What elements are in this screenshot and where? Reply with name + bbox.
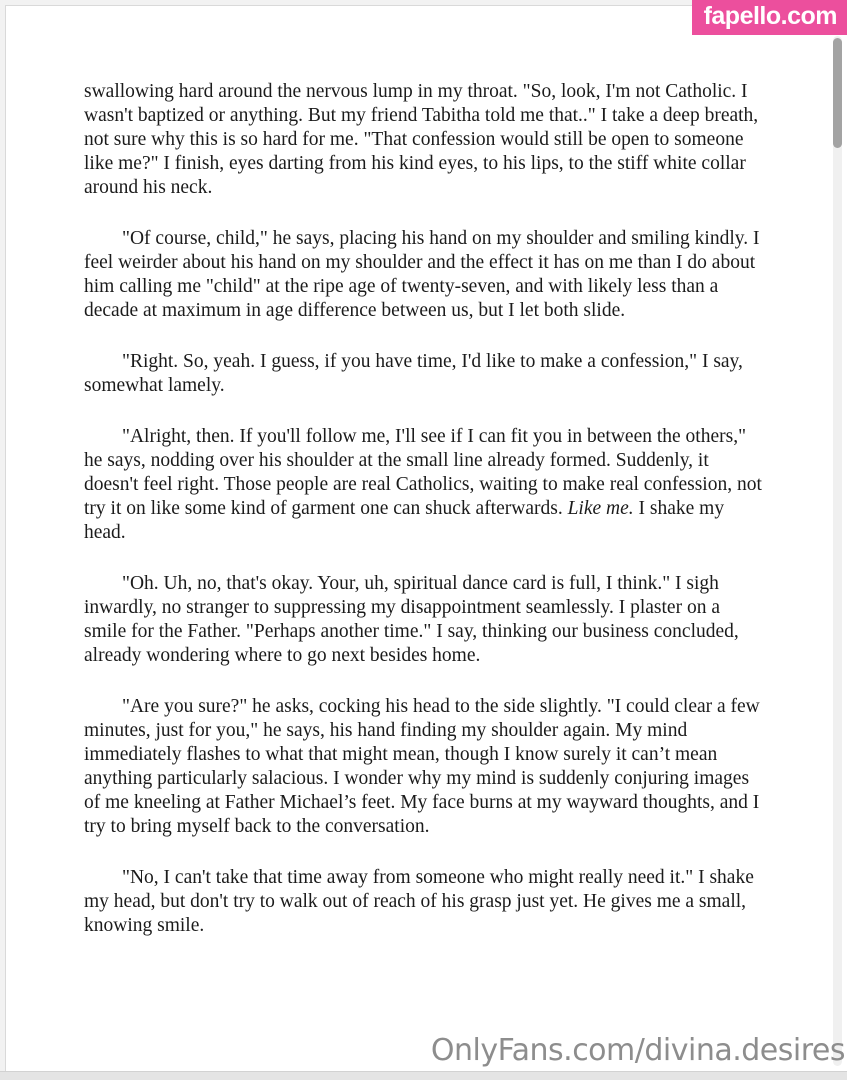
italic-text-run: Like me. — [567, 498, 634, 519]
text-run: "Of course, child," he says, placing his hand on my shoulder and smiling kindly. I feel weirder about his hand on my shoulder and the effect it has on me than I do about him calling me "child" at the ripe age of twenty-seven, and with likely less than a decade at maximum in age difference between us, but I let both slide. — [84, 228, 760, 321]
text-run: "Are you sure?" he asks, cocking his head to the side slightly. "I could clear a few minutes, just for you," he says, his hand finding my shoulder again. My mind immediately flashes to what that might mean, though I know surely it can’t mean anything particularly salacious. I wonder why my mind is suddenly conjuring images of me kneeling at Father Michael’s feet. My face burns at my wayward thoughts, and I try to bring myself back to the conversation. — [84, 696, 760, 837]
text-run: "Oh. Uh, no, that's okay. Your, uh, spiritual dance card is full, I think." I sigh inwardly, no stranger to suppressing my disappointment seamlessly. I plaster on a smile for the Father. "Perhaps another time." I say, thinking our business concluded, already wondering where to go next besides home. — [84, 573, 739, 666]
fapello-watermark-banner — [692, 0, 847, 35]
paragraph — [84, 425, 765, 545]
fapello-banner-label: fapello.com — [703, 2, 837, 30]
text-run: "Alright, then. If you'll follow me, I'll see if I can fit you in between the others," he says, nodding over his shoulder at the small line already formed. Suddenly, it doesn't feel right. Those people are real Catholics, waiting to make real confession, not try it on like some kind of garment one can shuck afterwards. — [84, 426, 762, 519]
paragraph — [84, 80, 765, 200]
onlyfans-watermark — [431, 1033, 845, 1068]
scrollbar-track[interactable] — [833, 36, 842, 1066]
paragraph — [84, 572, 765, 668]
scrollbar-thumb[interactable] — [833, 38, 842, 148]
paragraph — [84, 227, 765, 323]
story-text — [84, 80, 765, 965]
paragraph — [84, 695, 765, 839]
page-bottom-edge — [0, 1071, 847, 1080]
text-run: "Right. So, yeah. I guess, if you have time, I'd like to make a confession," I say, somewhat lamely. — [84, 351, 743, 396]
text-run: I shake my head. — [84, 498, 725, 543]
onlyfans-watermark-label: OnlyFans.com/divina.desires — [430, 1033, 845, 1068]
text-run: "No, I can't take that time away from someone who might really need it." I shake my head, but don't try to walk out of reach of his grasp just yet. He gives me a small, knowing smile. — [84, 867, 754, 936]
paragraph — [84, 866, 765, 938]
text-run: swallowing hard around the nervous lump in my throat. "So, look, I'm not Catholic. I wasn't baptized or anything. But my friend Tabitha told me that.." I take a deep breath, not sure why this is so hard for me. "That confession would still be open to someone like me?" I finish, eyes darting from his kind eyes, to his lips, to the stiff white collar around his neck. — [84, 81, 759, 198]
reader-page — [5, 5, 847, 1072]
paragraph — [84, 350, 765, 398]
